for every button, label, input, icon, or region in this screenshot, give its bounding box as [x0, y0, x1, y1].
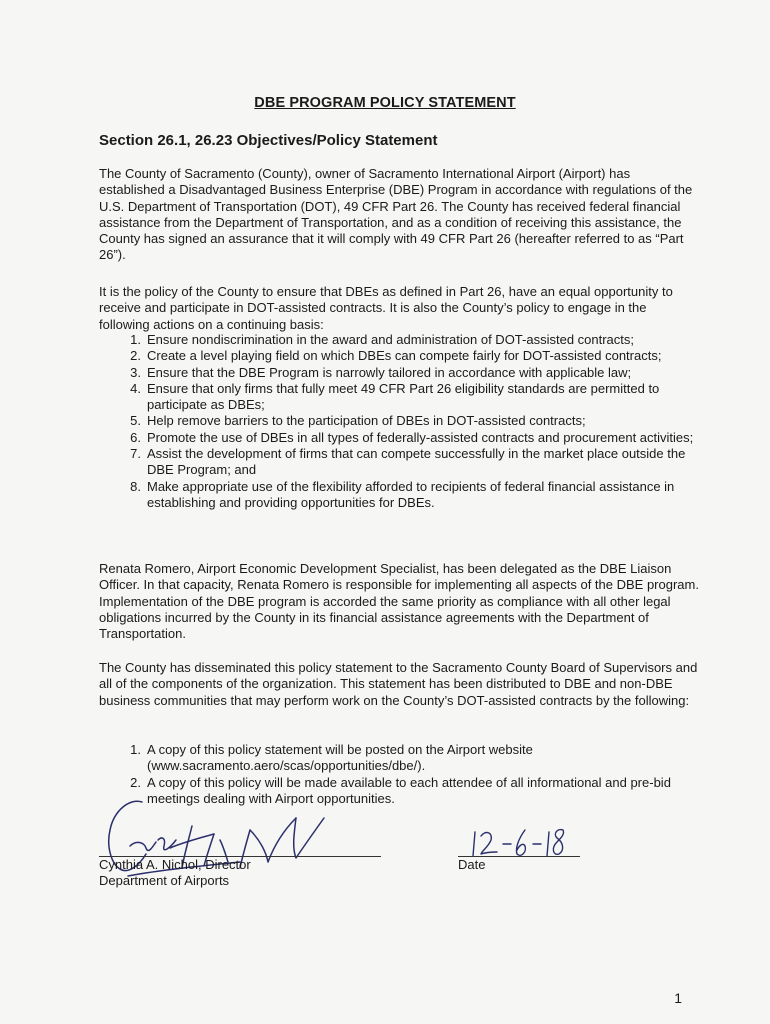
signatory-department: Department of Airports: [99, 873, 230, 888]
list-item: 3. Ensure that the DBE Program is narrowly tailored in accordance with applicable law;: [130, 364, 632, 380]
paragraph-policy: It is the policy of the County to ensure that DBEs as defined in Part 26, have an equal opportunity to receive and participate in DOT-assisted contracts. It is also the County’s policy to engage in the following actions on a continuing basis:: [99, 284, 673, 332]
list-item: 4. Ensure that only firms that fully meet 49 CFR Part 26 eligibility standards are permitted to participate as DBEs;: [130, 380, 660, 413]
list-item: 2. A copy of this policy will be made available to each attendee of all informational and pre-bid meetings dealing with Airport opportunities.: [130, 774, 671, 806]
list-item: 1. Ensure nondiscrimination in the award and administration of DOT-assisted contracts;: [130, 332, 635, 347]
list-item: 5. Help remove barriers to the participation of DBEs in DOT-assisted contracts;: [130, 413, 586, 429]
signatory-name: Cynthia A. Nichol, Director: [99, 857, 251, 872]
paragraph-liaison: Renata Romero, Airport Economic Development Specialist, has been delegated as the DBE Liaison Officer. In that capacity, Renata Romero is responsible for implementing all aspects of the DBE program. Implementation of the DBE program is accorded the same priority as compliance with all other legal obligations incurred by the County in its financial assistance agreements with the Department of Transportation.: [99, 561, 699, 642]
section-heading: Section 26.1, 26.23 Objectives/Policy Statement: [99, 132, 438, 149]
date-label: Date: [458, 857, 486, 872]
list-item: 8. Make appropriate use of the flexibility afforded to recipients of federal financial assistance in establishing and providing opportunities for DBEs.: [130, 478, 675, 510]
list-item: 2. Create a level playing field on which DBEs can compete fairly for DOT-assisted contracts;: [130, 348, 662, 364]
list-item: 6. Promote the use of DBEs in all types of federally-assisted contracts and procurement activities;: [130, 429, 694, 445]
paragraph-dissemination: The County has disseminated this policy statement to the Sacramento County Board of Supervisors and all of the components of the organization. This statement has been distributed to DBE and non-DBE business communities that may perform work on the County’s DOT-assisted contracts by the following:: [99, 660, 698, 708]
page-number: 1: [674, 990, 682, 1006]
actions-list: [121, 332, 696, 511]
list-item: 7. Assist the development of firms that can compete successfully in the market place outside the DBE Program; and: [130, 446, 686, 478]
list-item: 1. A copy of this policy statement will be posted on the Airport website (www.sacramento.aero/scas/opportunities/dbe/).: [130, 742, 533, 774]
paragraph-intro: The County of Sacramento (County), owner of Sacramento International Airport (Airport) has established a Disadvantaged Business Enterprise (DBE) Program in accordance with regulations of the U.S. Department of Transportation (DOT), 49 CFR Part 26. The County has received federal financial assistance from the Department of Transportation, and as a condition of receiving this assistance, the County has signed an assurance that it will comply with 49 CFR Part 26 (hereafter referred to as “Part 26”).: [99, 166, 693, 263]
document-title: DBE PROGRAM POLICY STATEMENT: [254, 95, 516, 111]
